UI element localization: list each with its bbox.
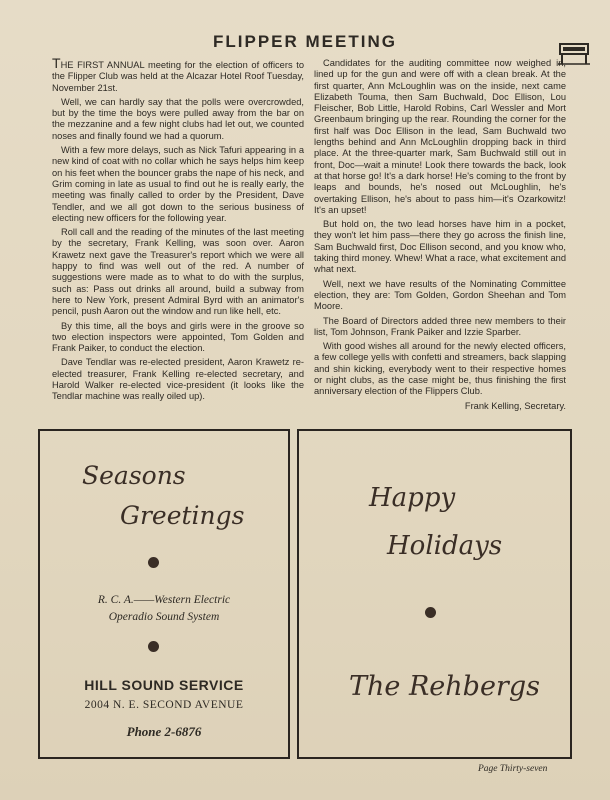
rehbergs-ad xyxy=(297,429,572,759)
bullet-dot xyxy=(148,641,159,652)
ad-phone: Phone 2-6876 xyxy=(126,724,202,739)
article-paragraph: By this time, all the boys and girls were in the groove so two election inspectors were appointed, Tom Golden and Frank Paiker, to conduct the election. xyxy=(52,320,304,354)
article-paragraph: Dave Tendlar was re-elected president, Aaron Krawetz re-elected treasurer, Frank Kelling re-elected secretary, and Harold Walker re-elected vice-president (it looks like the Tendlar machine was really oiled up). xyxy=(52,357,304,402)
article-paragraph: With good wishes all around for the newly elected officers, a few college yells with confetti and streamers, back slapping and shin kicking, everybody went to their respective homes or night clubs, as the case might be, thus finishing the first anniversary election of the Flippers Club. xyxy=(314,341,566,397)
ad-greeting-happy: Happy xyxy=(369,483,456,513)
bullet-dot xyxy=(425,607,436,618)
article-paragraph: Roll call and the reading of the minutes of the last meeting by the secretary, Frank Kelling, was soon over. Aaron Krawetz next gave the Treasurer's report which we were all happy to find was well out of the red. A number of suggestions were made as to what to do with the surplus, such as: Pass out drinks all around, build a subway from here to New York, present Admiral Byrd with an animator's pencil, push Aaron out the window and run like hell, etc. xyxy=(52,227,304,317)
ad-greeting-greetings: Greetings xyxy=(120,501,245,530)
paragraph-text: HE FIRST ANNUAL meeting for the election of officers to the Flipper Club was held at the Alcazar Hotel Roof Tuesday, November 21st. xyxy=(52,60,304,93)
ad-address: 2004 N. E. SECOND AVENUE xyxy=(84,699,244,711)
article-title: FLIPPER MEETING xyxy=(213,32,397,51)
article-left-column xyxy=(52,55,304,406)
hill-sound-ad xyxy=(38,429,290,759)
ad-operadio-line: Operadio Sound System xyxy=(108,611,220,623)
page-number: Page Thirty-seven xyxy=(478,764,548,774)
article-paragraph: The Board of Directors added three new members to their list, Tom Johnson, Frank Paiker and Izzie Sparber. xyxy=(314,315,566,337)
ad-company-name: HILL SOUND SERVICE xyxy=(84,677,244,693)
drop-cap: T xyxy=(52,55,61,71)
article-paragraph: Well, next we have results of the Nominating Committee election, they are: Tom Golden, Gordon Sheehan and Tom Moore. xyxy=(314,278,566,312)
ad-greeting-seasons: Seasons xyxy=(82,461,186,490)
article-paragraph xyxy=(52,55,304,94)
bullet-dot xyxy=(148,557,159,568)
ad-signature-rehbergs: The Rehbergs xyxy=(349,671,540,702)
ad-rca-line: R. C. A.——Western Electric xyxy=(97,594,231,606)
article-paragraph: But hold on, the two lead horses have him in a pocket, they won't let him pass—there they go across the finish line, Sam Buchwald first, Doc Ellison second, and you know who, taking third money. Whew! What a race, what excitement and what next. xyxy=(314,219,566,275)
article-paragraph: With a few more delays, such as Nick Tafuri appearing in a new kind of coat with no collar which he says helps him keep on his feet when the bouncer grabs the nape of his neck, and Grim coming in late as usual to find out he is really early, the meeting was finally called to order by the President, Dave Tendler, and we all got down to the serious business of electing new officers for the following year. xyxy=(52,145,304,223)
article-paragraph: Candidates for the auditing committee now weighed in, lined up for the gun and were off with a clean break. At the first quarter, Ann McLoughlin was on the inside, next came Elizabeth Touma, then Sam Buchwald, Doc Ellison, Lou Fleischer, Bob Little, Harold Robins, Carl Wessler and Mort Greenbaum bringing up the rear. Rounding the corner for the first half was Doc Ellison in the lead, Sam Buchwald two lengths behind and Ann McLoughlin dropping back in third place. At the three-quarter mark, Sam Buchwald still out in front, Doc—wait a minute! Look there towards the back, look at that horse go! It's a dark horse! He's coming to the front by leaps and bounds, he's nosed out McLoughlin, he's overtaking Ellison, he's about to pass him—it's Ozarkowitz! It's an upset! xyxy=(314,58,566,215)
article-right-column xyxy=(314,58,566,415)
ad-greeting-holidays: Holidays xyxy=(387,531,503,561)
article-signature: Frank Kelling, Secretary. xyxy=(464,400,566,411)
article-paragraph: Well, we can hardly say that the polls were overcrowded, but by the time the boys were pulled away from the bar on the mezzanine and a few night clubs had let out, we counted noses and finally found we had a quorum. xyxy=(52,96,304,141)
